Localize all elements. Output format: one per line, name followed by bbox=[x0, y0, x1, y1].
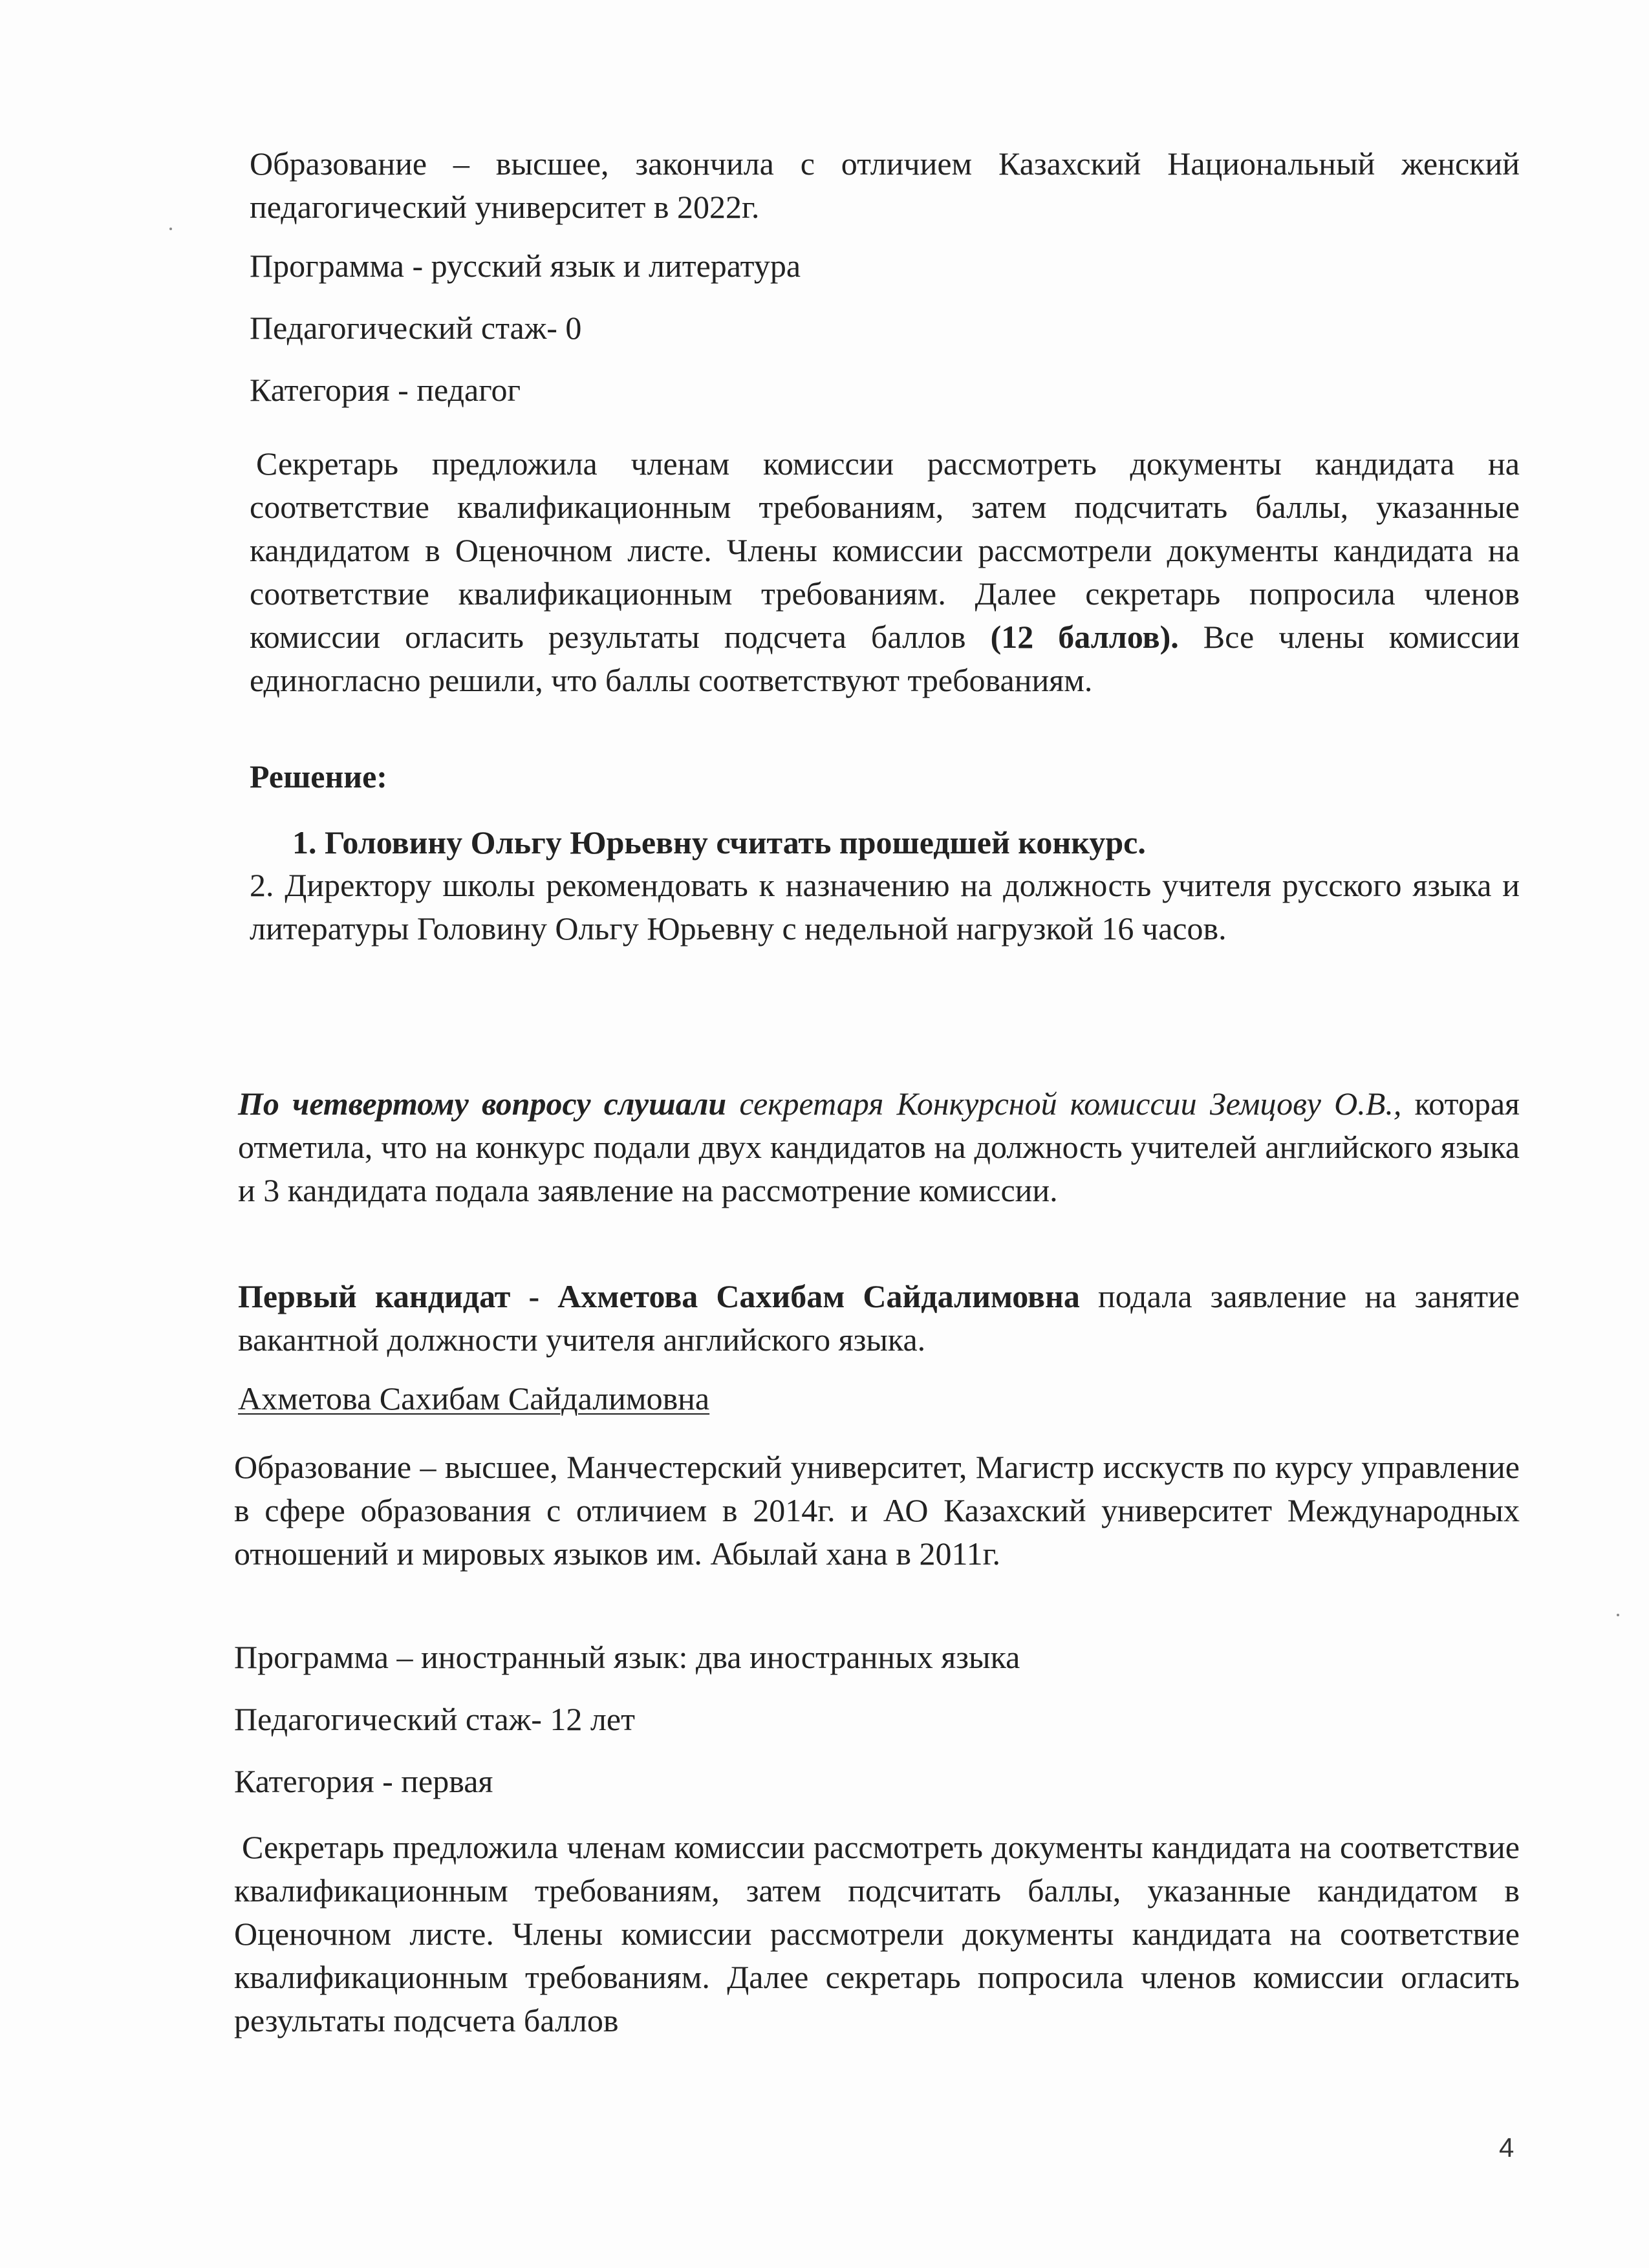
program-line-2: Программа – иностранный язык: два иностранных языка bbox=[234, 1639, 1020, 1675]
candidate-paragraph bbox=[238, 1275, 1520, 1362]
program-line-1: Программа - русский язык и литература bbox=[250, 248, 801, 284]
secretary-paragraph-1 bbox=[250, 442, 1520, 702]
experience-line-1: Педагогический стаж- 0 bbox=[250, 310, 582, 346]
scan-speck bbox=[1617, 1614, 1619, 1616]
decision-heading: Решение: bbox=[250, 758, 387, 795]
candidate-name: Ахметова Сахибам Сайдалимовна bbox=[238, 1380, 710, 1417]
scan-speck bbox=[169, 228, 172, 230]
decision-item-1: 1. Головину Ольгу Юрьевну считать прошедшей конкурс. bbox=[292, 824, 1146, 861]
question-4-paragraph bbox=[238, 1082, 1520, 1212]
question-4-speaker: секретаря Конкурсной комиссии Земцову О.В., bbox=[739, 1086, 1402, 1122]
category-line-2: Категория - первая bbox=[234, 1763, 493, 1799]
education-paragraph-2: Образование – высшее, Манчестерский университет, Магистр исскуств по курсу управление в сфере образования с отличием в 2014г. и АО Казахский университет Международных отношений и мировых языков им. Абылай хана в 2011г. bbox=[234, 1449, 1520, 1572]
secretary-end-text-1: Все члены комиссии единогласно решили, что баллы соответствуют требованиям. bbox=[250, 619, 1520, 698]
decision-item-2: 2. Директору школы рекомендовать к назначению на должность учителя русского языка и литературы Головину Ольгу Юрьевну с недельной нагрузкой 16 часов. bbox=[250, 867, 1520, 947]
page-number: 4 bbox=[1499, 2132, 1514, 2163]
question-4-text: которая отметила, что на конкурс подали двух кандидатов на должность учителей английского языка и 3 кандидата подала заявление на рассмотрение комиссии. bbox=[238, 1086, 1520, 1208]
category-line-1: Категория - педагог bbox=[250, 372, 521, 408]
education-paragraph-1: Образование – высшее, закончила с отличием Казахский Национальный женский педагогический университет в 2022г. bbox=[250, 145, 1520, 225]
experience-line-2: Педагогический стаж- 12 лет bbox=[234, 1701, 635, 1737]
score-text-1: (12 баллов). bbox=[990, 619, 1179, 655]
question-4-heading: По четвертому вопросу слушали bbox=[238, 1086, 727, 1122]
secretary-text-1: Секретарь предложила членам комиссии рассмотреть документы кандидата на соответствие квалификационным требованиям, затем подсчитать баллы, указанные кандидатом в Оценочном листе. Члены комиссии рассмотрели документы кандидата на соответствие квалификационным требованиям. Далее секретарь попросила членов комиссии огласить результаты подсчета баллов bbox=[250, 445, 1520, 655]
candidate-text: подала заявление на занятие вакантной должности учителя английского языка. bbox=[238, 1278, 1520, 1358]
secretary-paragraph-2: Секретарь предложила членам комиссии рассмотреть документы кандидата на соответствие квалификационным требованиям, затем подсчитать баллы, указанные кандидатом в Оценочном листе. Члены комиссии рассмотрели документы кандидата на соответствие квалификационным требованиям. Далее секретарь попросила членов комиссии огласить результаты подсчета баллов bbox=[234, 1829, 1520, 2038]
candidate-heading: Первый кандидат - Ахметова Сахибам Сайдалимовна bbox=[238, 1278, 1080, 1314]
